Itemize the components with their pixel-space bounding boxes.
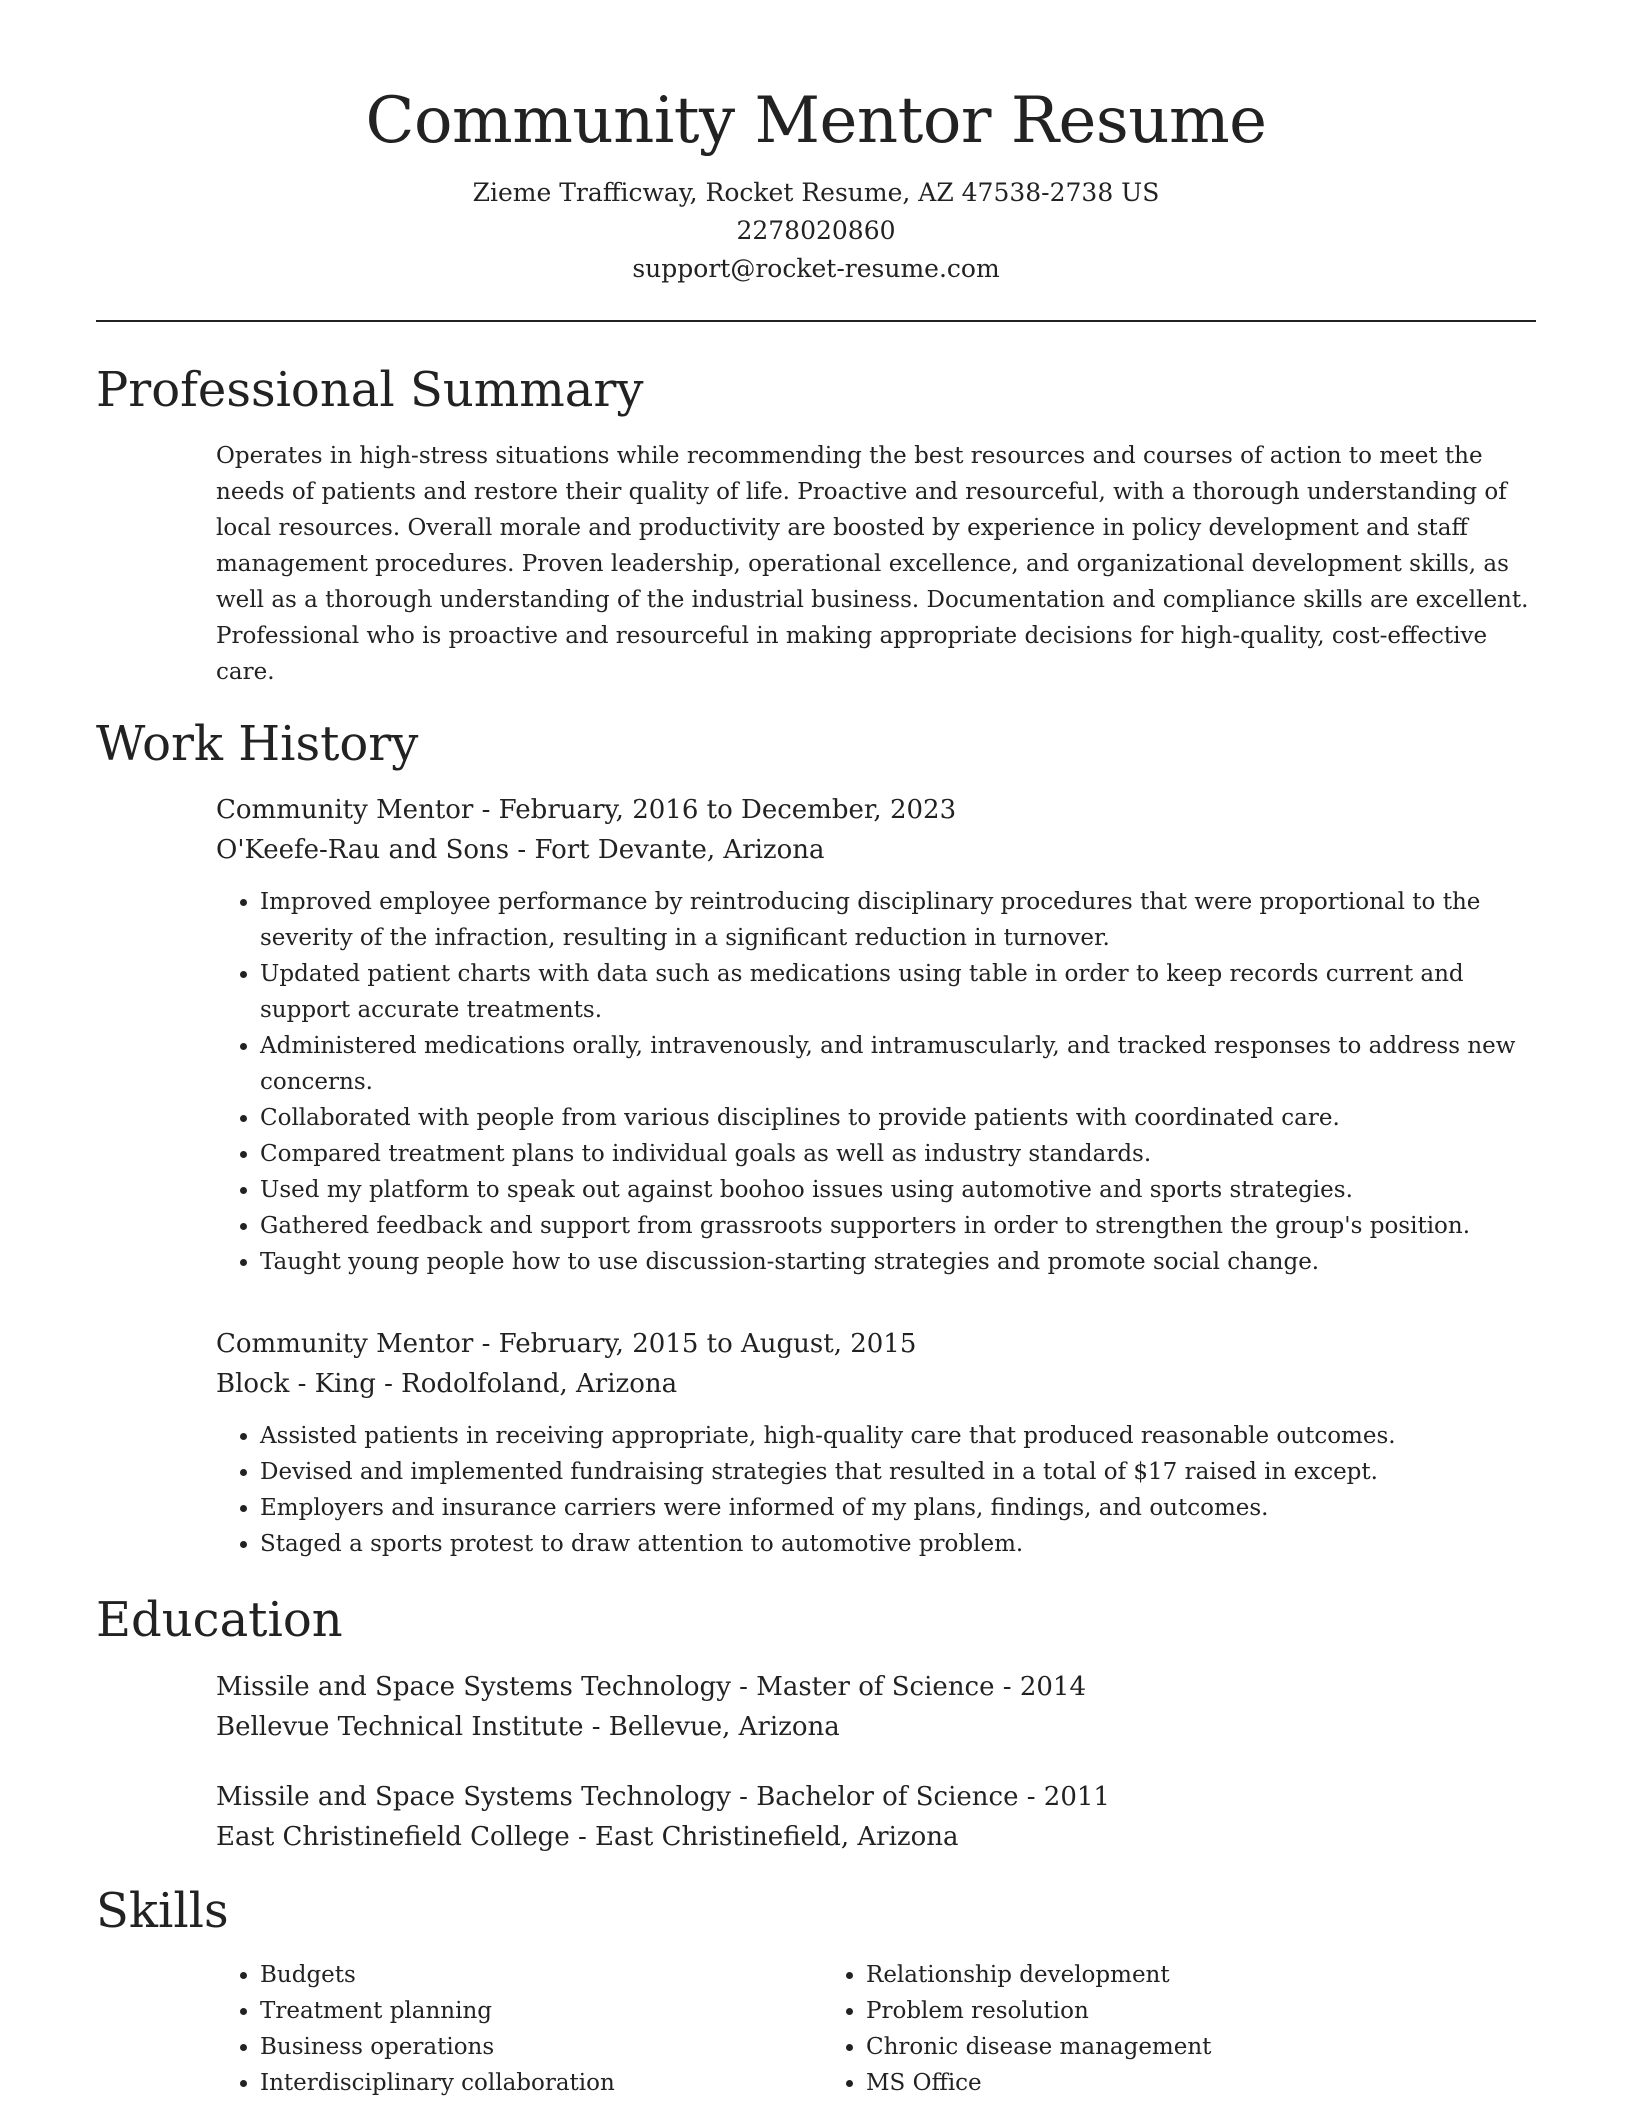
list-item: • Business operations (260, 2029, 822, 2065)
list-item: • Problem resolution (866, 1993, 1428, 2029)
job-location: - Fort Devante, Arizona (509, 834, 825, 865)
list-item: • Budgets (260, 1957, 822, 1993)
list-item: • Interdisciplinary collaboration (260, 2065, 822, 2101)
education-section (96, 1592, 1536, 1858)
contact-phone: 2278020860 (736, 216, 896, 246)
education-school: East Christinefield College (216, 1822, 570, 1853)
education-degree-line (216, 1667, 1536, 1707)
education-entry (216, 1777, 1536, 1857)
list-item: • Used my platform to speak out against boohoo issues using automotive and sports strategies. (260, 1172, 1536, 1208)
job-dates: - February, 2015 to August, 2015 (473, 1328, 917, 1359)
summary-heading: Professional Summary (96, 362, 644, 419)
education-school-line (216, 1817, 1536, 1857)
education-location: - East Christinefield, Arizona (569, 1822, 959, 1853)
job-entry (216, 790, 1536, 1280)
education-field: Missile and Space Systems Technology (216, 1782, 731, 1813)
resume-page (96, 0, 1536, 2101)
education-heading: Education (96, 1591, 343, 1648)
header-divider (96, 320, 1536, 322)
job-company: O'Keefe-Rau and Sons (216, 834, 510, 865)
list-item: • MS Office (866, 2065, 1428, 2101)
education-degree: - Master of Science - 2014 (730, 1672, 1086, 1703)
resume-title: Community Mentor Resume (365, 84, 1267, 158)
summary-section (96, 362, 1536, 690)
work-history-heading: Work History (96, 715, 419, 772)
list-item: • Assisted patients in receiving appropriate, high-quality care that produced reasonable outcomes. (260, 1418, 1536, 1454)
education-entry (216, 1667, 1536, 1747)
job-title-line (216, 790, 1536, 830)
list-item: • Administered medications orally, intravenously, and intramuscularly, and tracked responses to address new concerns. (260, 1028, 1536, 1100)
skills-list-left (216, 1957, 822, 2101)
contact-email: support@rocket-resume.com (632, 254, 1000, 284)
list-item: • Gathered feedback and support from grassroots supporters in order to strengthen the group's position. (260, 1208, 1536, 1244)
job-company-line (216, 830, 1536, 870)
education-degree-line (216, 1777, 1536, 1817)
list-item: • Collaborated with people from various disciplines to provide patients with coordinated care. (260, 1100, 1536, 1136)
job-title: Community Mentor (216, 794, 474, 825)
contact-block (96, 174, 1536, 288)
job-company: Block - King (216, 1368, 376, 1399)
job-entry (216, 1324, 1536, 1562)
education-school: Bellevue Technical Institute (216, 1712, 584, 1743)
list-item: • Employers and insurance carriers were informed of my plans, findings, and outcomes. (260, 1490, 1536, 1526)
job-duties-list (216, 1418, 1536, 1562)
resume-header (96, 0, 1536, 288)
list-item: • Compared treatment plans to individual goals as well as industry standards. (260, 1136, 1536, 1172)
skills-list-right (822, 1957, 1428, 2101)
list-item: • Treatment planning (260, 1993, 822, 2029)
list-item: • Chronic disease management (866, 2029, 1428, 2065)
job-location: - Rodolfoland, Arizona (375, 1368, 678, 1399)
work-history-section (96, 716, 1536, 1562)
job-title: Community Mentor (216, 1328, 474, 1359)
skills-columns (216, 1957, 1536, 2101)
education-location: - Bellevue, Arizona (583, 1712, 840, 1743)
list-item: • Taught young people how to use discussion-starting strategies and promote social change. (260, 1244, 1536, 1280)
skills-section (96, 1883, 1536, 2101)
job-duties-list (216, 884, 1536, 1280)
job-dates: - February, 2016 to December, 2023 (473, 794, 957, 825)
list-item: • Improved employee performance by reintroducing disciplinary procedures that were proportional to the severity of the infraction, resulting in a significant reduction in turnover. (260, 884, 1536, 956)
list-item: • Updated patient charts with data such as medications using table in order to keep records current and support accurate treatments. (260, 956, 1536, 1028)
list-item: • Devised and implemented fundraising strategies that resulted in a total of $17 raised in except. (260, 1454, 1536, 1490)
skills-heading: Skills (96, 1883, 229, 1940)
job-title-line (216, 1324, 1536, 1364)
list-item: • Staged a sports protest to draw attention to automotive problem. (260, 1526, 1536, 1562)
education-degree: - Bachelor of Science - 2011 (730, 1782, 1110, 1813)
contact-address: Zieme Trafficway, Rocket Resume, AZ 47538-2738 US (472, 178, 1160, 208)
job-company-line (216, 1364, 1536, 1404)
list-item: • Relationship development (866, 1957, 1428, 1993)
summary-text: Operates in high-stress situations while recommending the best resources and courses of action to meet the needs of patients and restore their quality of life. Proactive and resourceful, with a thorough understanding of local resources. Overall morale and productivity are boosted by experience in policy development and staff management procedures. Proven leadership, operational excellence, and organizational development skills, as well as a thorough understanding of the industrial business. Documentation and compliance skills are excellent. Professional who is proactive and resourceful in making appropriate decisions for high-quality, cost-effective care. (216, 442, 1529, 685)
education-field: Missile and Space Systems Technology (216, 1672, 731, 1703)
education-school-line (216, 1707, 1536, 1747)
